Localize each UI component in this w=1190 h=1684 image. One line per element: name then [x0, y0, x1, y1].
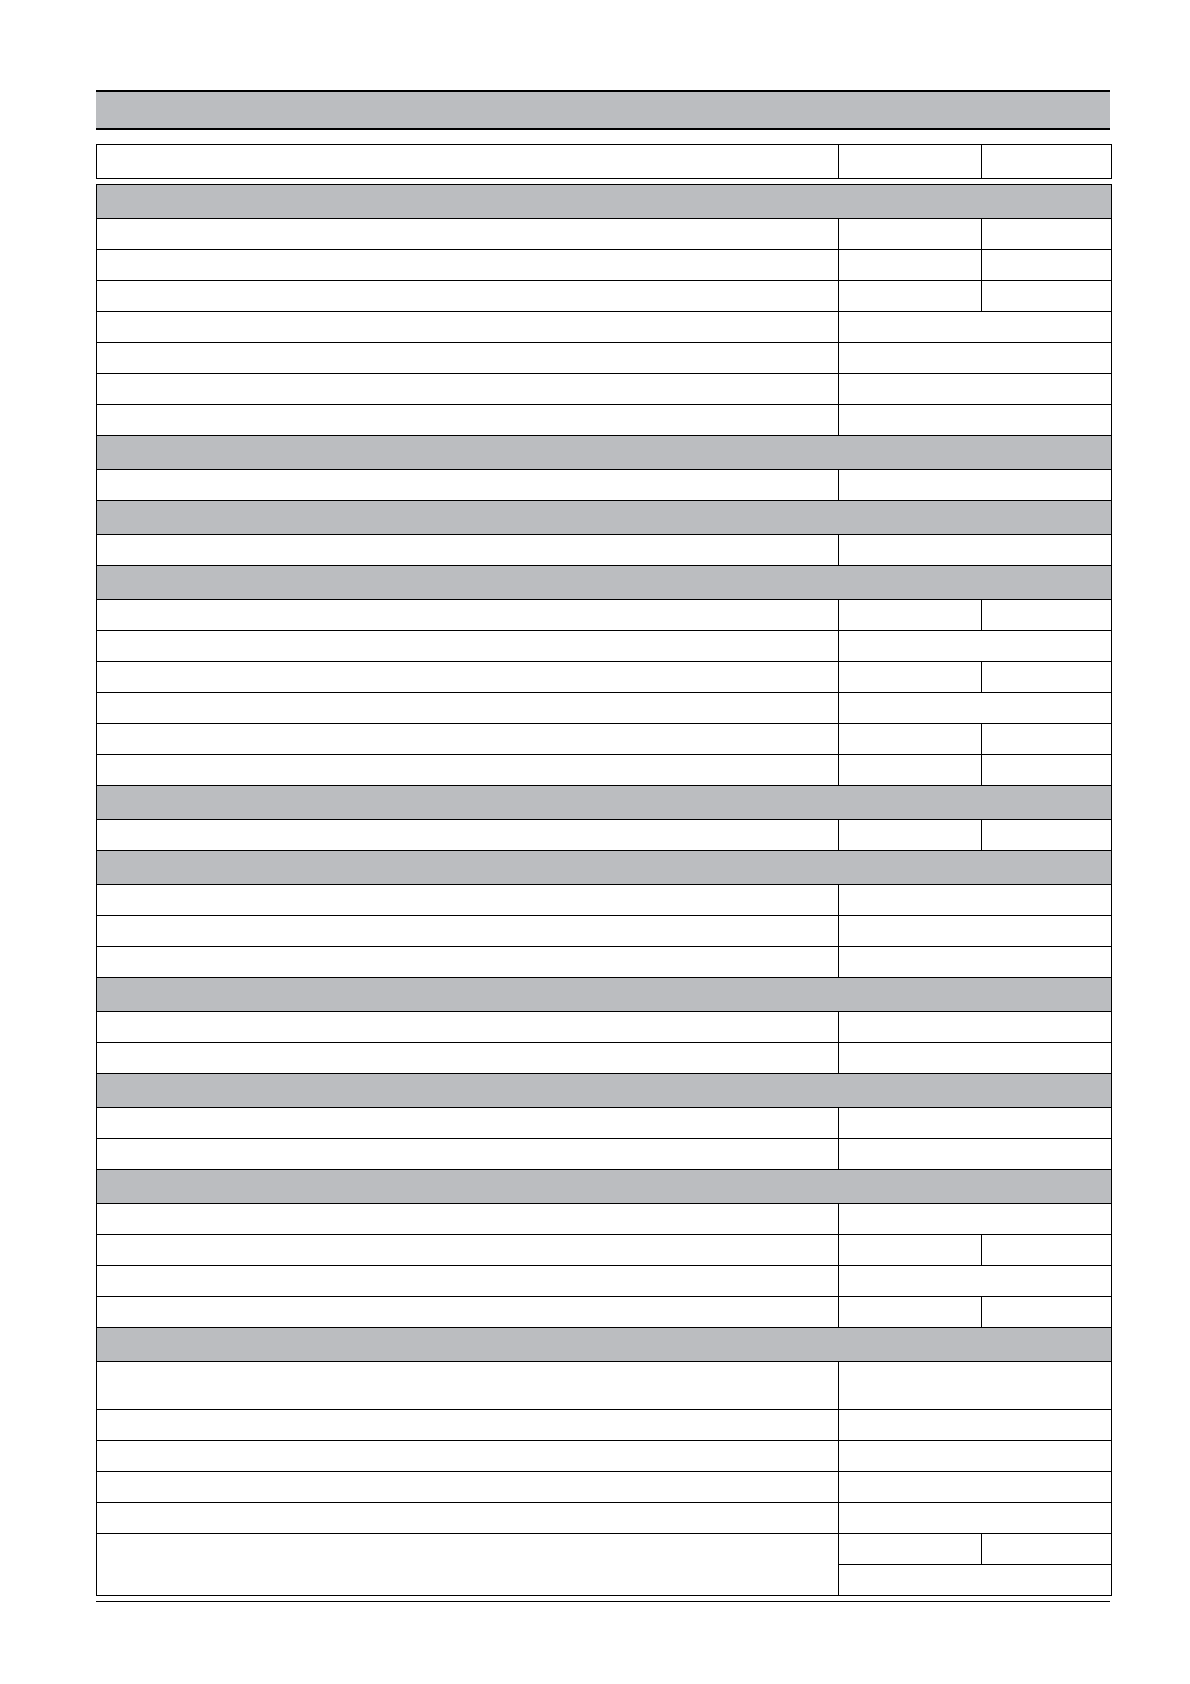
- row-label: [97, 820, 839, 851]
- row-value[interactable]: [839, 405, 1112, 436]
- section-header-4: [97, 566, 1112, 600]
- form-row-15: [97, 755, 1112, 786]
- row-value-b[interactable]: [982, 1235, 1112, 1266]
- row-value-a[interactable]: [839, 1235, 982, 1266]
- form-row-24: [97, 1204, 1112, 1235]
- row-value-b[interactable]: [982, 1297, 1112, 1328]
- form-row-18: [97, 916, 1112, 947]
- section-header-6: [97, 851, 1112, 885]
- form-row-21: [97, 1043, 1112, 1074]
- row-value[interactable]: [839, 374, 1112, 405]
- row-label: [97, 1503, 839, 1534]
- row-value-a[interactable]: [839, 281, 982, 312]
- form-row-2: [97, 250, 1112, 281]
- form-row-16: [97, 820, 1112, 851]
- row-label: [97, 724, 839, 755]
- form-row-30: [97, 1441, 1112, 1472]
- form-table: [96, 144, 1112, 1596]
- row-label: [97, 631, 839, 662]
- row-label: [97, 600, 839, 631]
- row-label: [97, 145, 839, 179]
- form-row-7: [97, 405, 1112, 436]
- row-value-b[interactable]: [982, 662, 1112, 693]
- section-header-3: [97, 501, 1112, 535]
- section-header-10: [97, 1328, 1112, 1362]
- form-row-28: [97, 1362, 1112, 1410]
- row-value[interactable]: [839, 1503, 1112, 1534]
- form-row-0: [97, 145, 1112, 179]
- row-value[interactable]: [839, 1043, 1112, 1074]
- section-header-7: [97, 978, 1112, 1012]
- row-label: [97, 250, 839, 281]
- page-header: [96, 90, 1110, 130]
- row-value[interactable]: [839, 1139, 1112, 1170]
- row-label: [97, 405, 839, 436]
- row-value-a[interactable]: [839, 755, 982, 786]
- form-row-25: [97, 1235, 1112, 1266]
- row-label: [97, 693, 839, 724]
- row-label: [97, 662, 839, 693]
- row-value-a[interactable]: [839, 600, 982, 631]
- row-value-b[interactable]: [982, 724, 1112, 755]
- row-value-a[interactable]: [839, 820, 982, 851]
- row-value-b[interactable]: [982, 600, 1112, 631]
- form-row-26: [97, 1266, 1112, 1297]
- row-label: [97, 885, 839, 916]
- form-row-10: [97, 600, 1112, 631]
- form-row-23: [97, 1139, 1112, 1170]
- row-value[interactable]: [839, 947, 1112, 978]
- row-label: [97, 947, 839, 978]
- form-row-12: [97, 662, 1112, 693]
- row-label: [97, 1297, 839, 1328]
- section-title: [97, 1074, 1112, 1108]
- row-label: [97, 1362, 839, 1410]
- row-value-b[interactable]: [982, 820, 1112, 851]
- form-row-17: [97, 885, 1112, 916]
- section-title: [97, 566, 1112, 600]
- row-label: [97, 1534, 839, 1596]
- form-row-3: [97, 281, 1112, 312]
- row-value-b[interactable]: [982, 250, 1112, 281]
- row-label: [97, 755, 839, 786]
- form-row-33: [97, 1534, 1112, 1565]
- section-title: [97, 501, 1112, 535]
- form-row-32: [97, 1503, 1112, 1534]
- row-value-b[interactable]: [982, 219, 1112, 250]
- row-label: [97, 535, 839, 566]
- form-row-5: [97, 343, 1112, 374]
- section-title: [97, 1170, 1112, 1204]
- section-title: [97, 436, 1112, 470]
- row-label: [97, 1204, 839, 1235]
- row-label: [97, 374, 839, 405]
- row-label: [97, 1108, 839, 1139]
- section-header-2: [97, 436, 1112, 470]
- section-title: [97, 786, 1112, 820]
- form-row-9: [97, 535, 1112, 566]
- footer-rule: [96, 1601, 1110, 1602]
- row-value-b[interactable]: [982, 281, 1112, 312]
- row-label: [97, 470, 839, 501]
- section-title: [97, 851, 1112, 885]
- row-label: [97, 219, 839, 250]
- row-label: [97, 1235, 839, 1266]
- form-row-31: [97, 1472, 1112, 1503]
- row-label: [97, 1012, 839, 1043]
- form-row-27: [97, 1297, 1112, 1328]
- section-header-1: [97, 185, 1112, 219]
- row-label: [97, 1139, 839, 1170]
- form-row-19: [97, 947, 1112, 978]
- form-row-1: [97, 219, 1112, 250]
- row-value[interactable]: [839, 693, 1112, 724]
- row-label: [97, 916, 839, 947]
- row-value[interactable]: [839, 1362, 1112, 1410]
- form-row-4: [97, 312, 1112, 343]
- form-row-6: [97, 374, 1112, 405]
- row-value[interactable]: [839, 885, 1112, 916]
- row-value-a[interactable]: [839, 145, 982, 179]
- row-value[interactable]: [839, 1204, 1112, 1235]
- row-value[interactable]: [839, 1266, 1112, 1297]
- form-row-14: [97, 724, 1112, 755]
- section-title: [97, 978, 1112, 1012]
- row-blank-area: [839, 1565, 1112, 1596]
- row-label: [97, 1472, 839, 1503]
- row-value-b[interactable]: [982, 145, 1112, 179]
- row-value-a[interactable]: [839, 724, 982, 755]
- row-label: [97, 1410, 839, 1441]
- form-row-8: [97, 470, 1112, 501]
- row-value[interactable]: [839, 1108, 1112, 1139]
- section-title: [97, 1328, 1112, 1362]
- section-title: [97, 185, 1112, 219]
- row-label: [97, 312, 839, 343]
- row-value[interactable]: [839, 312, 1112, 343]
- row-label: [97, 1043, 839, 1074]
- row-label: [97, 281, 839, 312]
- row-value[interactable]: [839, 1441, 1112, 1472]
- row-value[interactable]: [839, 1410, 1112, 1441]
- row-label: [97, 1441, 839, 1472]
- row-label: [97, 1266, 839, 1297]
- row-label: [97, 343, 839, 374]
- form-row-13: [97, 693, 1112, 724]
- row-value-b[interactable]: [982, 755, 1112, 786]
- row-value-a[interactable]: [839, 1297, 982, 1328]
- form-row-22: [97, 1108, 1112, 1139]
- section-header-5: [97, 786, 1112, 820]
- row-value[interactable]: [839, 343, 1112, 374]
- row-value[interactable]: [839, 631, 1112, 662]
- row-value[interactable]: [839, 535, 1112, 566]
- section-header-9: [97, 1170, 1112, 1204]
- row-value[interactable]: [839, 470, 1112, 501]
- row-value[interactable]: [839, 1472, 1112, 1503]
- section-header-8: [97, 1074, 1112, 1108]
- form-row-20: [97, 1012, 1112, 1043]
- row-value[interactable]: [839, 916, 1112, 947]
- row-value-a[interactable]: [839, 662, 982, 693]
- form-row-29: [97, 1410, 1112, 1441]
- row-value-a[interactable]: [839, 219, 982, 250]
- row-value-b[interactable]: [982, 1534, 1112, 1565]
- form-row-11: [97, 631, 1112, 662]
- row-value-a[interactable]: [839, 250, 982, 281]
- row-value-a[interactable]: [839, 1534, 982, 1565]
- row-value[interactable]: [839, 1012, 1112, 1043]
